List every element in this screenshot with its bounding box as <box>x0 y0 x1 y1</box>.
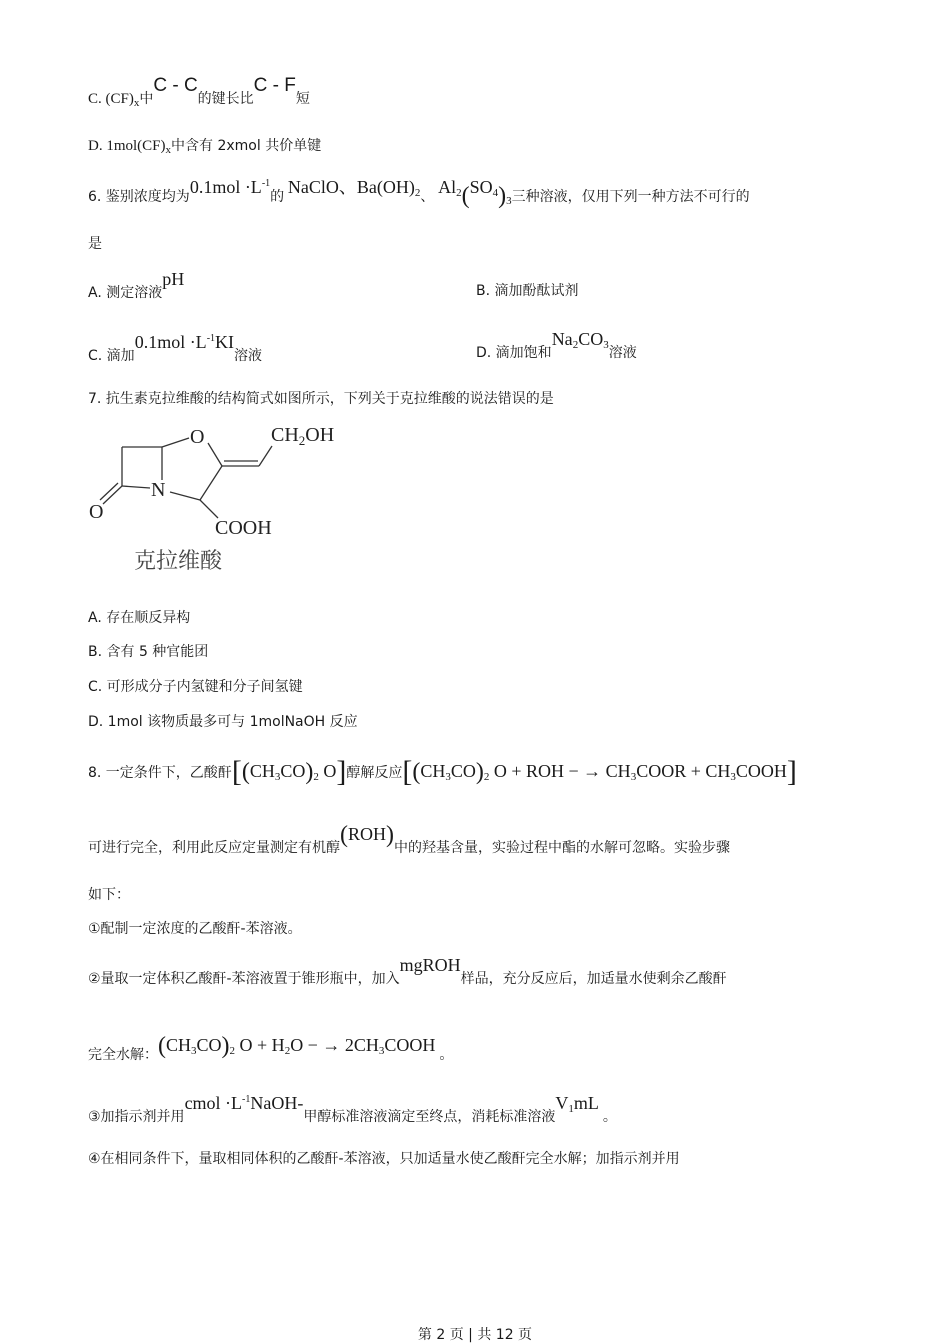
text: A. 测定溶液 <box>88 285 163 301</box>
sub: 2 <box>414 187 421 199</box>
sub: 1 <box>568 1103 574 1115</box>
formula-mgroh: mgROH <box>399 955 461 975</box>
cooh-label: COOH <box>215 517 272 539</box>
chem: COOH <box>735 761 787 781</box>
sub: 2 <box>284 1045 291 1057</box>
q8-step2 <box>88 955 727 989</box>
text: 三种溶液，仅用下列一种方法不可行的 <box>511 189 750 205</box>
structure-caption: 克拉维酸 <box>134 549 223 574</box>
chem-so: SO <box>469 177 493 197</box>
chem: O + H <box>235 1035 285 1055</box>
formula-ki: KI <box>215 332 235 352</box>
q5-c-label: C. (CF) <box>88 91 134 107</box>
chem: COOR + CH <box>636 761 731 781</box>
q8-step3 <box>88 1093 617 1131</box>
text: 中 <box>139 91 154 107</box>
formula-naoh: NaOH- <box>250 1093 304 1113</box>
q8-line3: 如下： <box>88 887 130 903</box>
bond-cc: C - C <box>153 75 198 96</box>
text: 溶液 <box>234 348 263 364</box>
sup: -1 <box>242 1094 251 1105</box>
text: 。 <box>439 1047 454 1063</box>
text: 。 <box>602 1109 617 1125</box>
sub: 3 <box>378 1045 385 1057</box>
q5-option-c <box>88 75 310 113</box>
chem: CH <box>166 1035 192 1055</box>
chem: O + ROH − → CH <box>489 761 631 781</box>
text: 溶液 <box>608 345 637 361</box>
q8-step4: ④在相同条件下，量取相同体积的乙酸酐-苯溶液，只加适量水使乙酸酐完全水解；加指示剂并用 <box>88 1151 680 1167</box>
ring-oxygen: O <box>190 426 205 448</box>
chem: CH <box>249 761 275 781</box>
q5-d-label: D. 1mol(CF) <box>88 138 166 154</box>
q5-option-d <box>88 136 321 160</box>
q7-option-c: C. 可形成分子内氢键和分子间氢键 <box>88 679 303 695</box>
text: 醇解反应 <box>346 765 403 781</box>
svg-text:CH2OH <box>271 424 334 448</box>
sup: -1 <box>261 178 271 189</box>
sub: 4 <box>492 187 499 199</box>
text: 短 <box>295 91 310 107</box>
chem: COOH <box>384 1035 436 1055</box>
chem: CH <box>420 761 446 781</box>
sub: 3 <box>630 771 637 783</box>
q6-stem: 6. 鉴别浓度均为$0.1mol \cdot L^{-1}$的 NaClO、$Ba(OH)_2$、 $Al_2(SO_4)_3$三种溶液，仅用下列一种方法不可行的 <box>88 177 750 209</box>
sub: 2 <box>572 339 579 351</box>
text: 完全水解： <box>88 1047 158 1063</box>
chem: O <box>318 761 337 781</box>
chem: CO <box>450 761 476 781</box>
chem: CO <box>280 761 306 781</box>
sub: 3 <box>274 771 281 783</box>
formula: cmol ·L <box>184 1093 243 1113</box>
text: C. 滴加 <box>88 348 135 364</box>
text: ②量取一定体积乙酸酐-苯溶液置于锥形瓶中，加入 <box>88 971 400 987</box>
sub: 3 <box>506 195 512 207</box>
sub-x: x <box>165 144 172 156</box>
text: 可进行完全，利用此反应定量测定有机醇 <box>88 840 340 856</box>
text: 8. 一定条件下，乙酸酐 <box>88 765 232 781</box>
q8-step1: ①配制一定浓度的乙酸酐-苯溶液。 <box>88 921 302 937</box>
formula-ph: pH <box>162 269 185 289</box>
chem-al: Al <box>438 177 457 197</box>
q6-option-a <box>88 269 185 303</box>
sub-x: x <box>133 97 140 109</box>
q8-step2-line2: 完全水解：$(CH_3CO)_2$ $O + H_2O$ − → $2CH_3COOH$ 。 <box>88 1033 454 1063</box>
formula: 0.1mol ·L <box>134 332 207 352</box>
concentration: 0.1mol ·L <box>189 177 262 197</box>
text: B. 滴加酚酞试剂 <box>476 283 579 299</box>
q7-stem: 7. 抗生素克拉维酸的结构简式如图所示，下列关于克拉维酸的说法错误的是 <box>88 391 554 407</box>
formula-na: Na <box>551 329 573 349</box>
sub: 2 <box>483 771 490 783</box>
q7-option-a: A. 存在顺反异构 <box>88 610 191 626</box>
sub: 2 <box>313 771 319 783</box>
text: 的键长比 <box>197 91 254 107</box>
oh: OH <box>305 424 335 446</box>
q7-option-b: B. 含有 5 种官能团 <box>88 644 209 660</box>
text: 甲醇标准溶液滴定至终点，消耗标准溶液 <box>303 1109 556 1125</box>
q8-line2: 可进行完全，利用此反应定量测定有机醇(ROH)中的羟基含量，实验过程中酯的水解可忽略。实验步骤 <box>88 822 731 856</box>
text: 样品，充分反应后，加适量水使剩余乙酸酐 <box>460 971 727 987</box>
formula-co: CO <box>578 329 604 349</box>
bond-cf: C - F <box>253 75 296 96</box>
chem: O − → 2CH <box>290 1035 379 1055</box>
text: 中含有 2xmol 共价单键 <box>171 138 322 154</box>
carbonyl-oxygen: O <box>89 501 104 523</box>
chem-naclo-baoh: NaClO、Ba(OH) <box>287 177 415 197</box>
sub: 3 <box>730 771 736 783</box>
text: ③加指示剂并用 <box>88 1109 185 1125</box>
sub: 2 <box>456 187 462 199</box>
formula-v: V <box>555 1093 569 1113</box>
q6-option-d <box>476 329 637 367</box>
sub: 3 <box>603 339 609 351</box>
clavulanic-acid-structure <box>85 418 375 578</box>
text: 、 <box>420 189 435 205</box>
page-footer: 第 2 页 | 共 12 页 <box>417 1327 533 1343</box>
sub: 2 <box>229 1045 236 1057</box>
text: 6. 鉴别浓度均为 <box>88 189 190 205</box>
text: 的 <box>270 189 285 205</box>
chem: CO <box>196 1035 222 1055</box>
sup: -1 <box>206 333 216 344</box>
text: 中的羟基含量，实验过程中酯的水解可忽略。实验步骤 <box>394 840 731 856</box>
nitrogen: N <box>151 479 166 501</box>
unit: mL <box>573 1093 599 1113</box>
text: D. 滴加饱和 <box>476 345 552 361</box>
q6-option-b <box>476 281 579 301</box>
sub: 2 <box>298 433 306 448</box>
q8-stem: 8. 一定条件下，乙酸酐[$(CH_3CO)_2$ O]醇解反应[$(CH_3CO)_2$ O + ROH − → $CH_3COOR$ + $CH_3COOH$] <box>88 755 797 788</box>
q7-option-d: D. 1mol 该物质最多可与 1molNaOH 反应 <box>88 714 358 730</box>
chem-roh: ROH <box>348 824 387 844</box>
q6-option-c <box>88 332 263 366</box>
ch2oh-label: CH <box>271 424 299 446</box>
sub: 3 <box>445 771 451 783</box>
sub: 3 <box>191 1045 197 1057</box>
q6-stem-line2: 是 <box>88 236 102 252</box>
